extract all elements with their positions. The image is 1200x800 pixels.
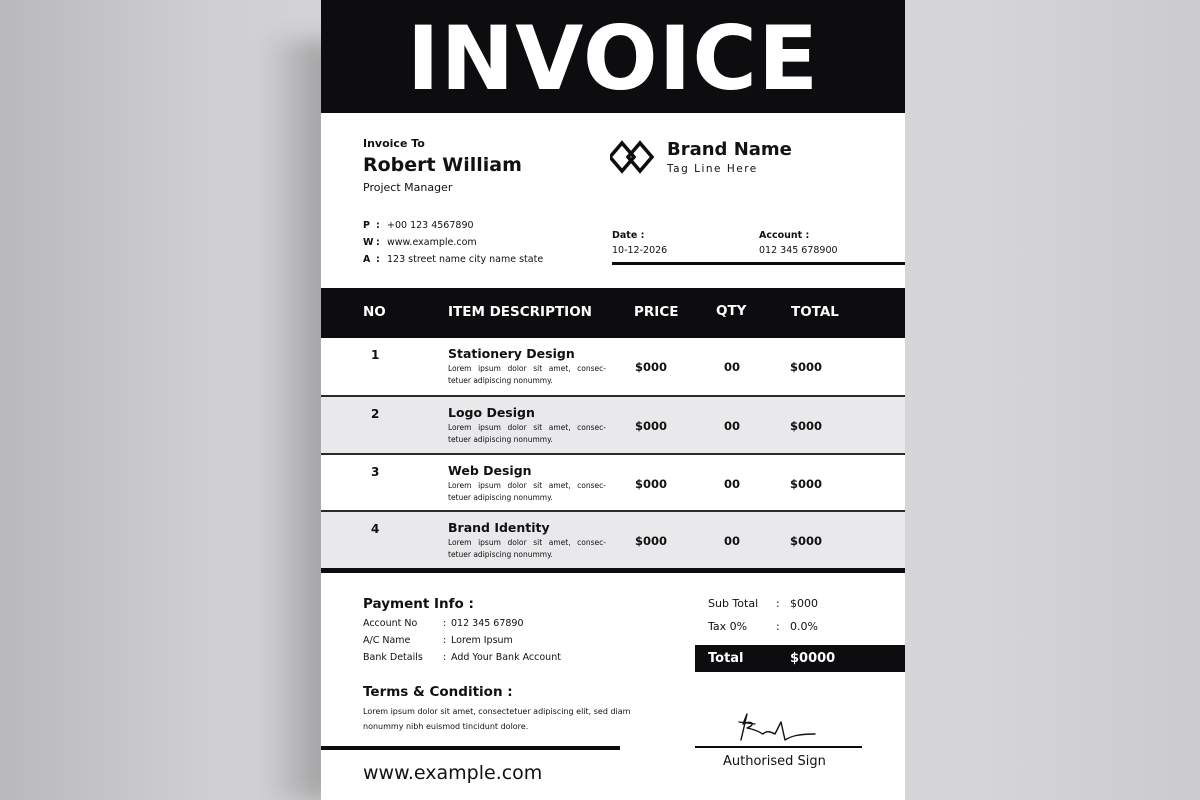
diamond-logo-icon (610, 140, 655, 174)
row-price: $000 (635, 477, 668, 491)
row-total: $000 (790, 477, 823, 491)
row-price: $000 (635, 534, 668, 548)
tax-value: 0.0% (790, 620, 818, 633)
brand-tagline: Tag Line Here (667, 163, 758, 175)
row-desc-cont: tetuer adipiscing nonummy. (448, 435, 553, 444)
grand-total-bar (695, 645, 905, 672)
invoice-header (321, 0, 905, 113)
subtotal-label: Sub Total (708, 597, 759, 610)
row-desc: Lorem ipsum dolor sit amet, consec- (448, 481, 606, 490)
invoice-document: INVOICE Invoice To Robert William Project Manager P : +00 123 4567890 W : www.example.com A : 123 street name city name state Brand Name Tag Line Here Date : 10-12-2026 Account : 012 345 678900 NO ITEM DESCRIPTION PRICE QTY TOTAL 1 Stationery Design Lorem ipsum dolor sit amet, consec- tetuer adipiscing nonummy. $000 00 $000 2 Logo Design Lorem ipsum dolor sit amet, consec- tetuer adipiscing nonummy. $000 00 $000 3 Web Design Lorem ipsum dolor sit amet, consec- tetuer adipiscing nonummy. $000 00 $000 4 Brand Identity Lorem ipsum dolor sit amet, consec- tetuer adipiscing nonummy. $000 00 $000 Payment Info : Account No : 012 345 67890 A/C Name : Lorem Ipsum Bank Details : Add Your Bank Account Terms & Condition : Lorem ipsum dolor sit amet, consectetuer adipiscing elit, sed diam nonummy nibh euismod tincidunt dolore. www.example.com Sub Total : $000 Tax 0% : 0.0% Total $0000 Authorised Sign (321, 0, 905, 800)
total-label: Total (708, 651, 744, 666)
header-no: NO (363, 304, 386, 320)
row-qty: 00 (724, 477, 741, 491)
payment-info-title: Payment Info : (363, 596, 474, 612)
row-title: Logo Design (448, 405, 535, 420)
row-price: $000 (635, 419, 668, 433)
account-value: 012 345 678900 (759, 245, 838, 256)
row-price: $000 (635, 360, 668, 374)
payment-name-value: Lorem Ipsum (451, 635, 513, 646)
terms-title: Terms & Condition : (363, 684, 513, 700)
footer-url: www.example.com (363, 762, 543, 784)
row-qty: 00 (724, 534, 741, 548)
table-row (321, 397, 905, 455)
signature-line (695, 746, 862, 748)
row-title: Stationery Design (448, 346, 575, 361)
row-desc: Lorem ipsum dolor sit amet, consec- (448, 364, 606, 373)
date-label: Date : (612, 230, 645, 241)
contact-website-value: www.example.com (387, 237, 477, 248)
signature-mark (733, 710, 819, 746)
row-no: 4 (371, 522, 380, 536)
terms-text: Lorem ipsum dolor sit amet, consectetuer adipiscing elit, sed diam nonummy nibh euismod tincidunt dolore. (363, 707, 631, 731)
brand-name: Brand Name (667, 139, 792, 160)
payment-name-row: A/C Name : Lorem Ipsum (363, 635, 513, 646)
client-name: Robert William (363, 154, 522, 176)
row-desc: Lorem ipsum dolor sit amet, consec- (448, 538, 606, 547)
meta-divider (612, 262, 905, 265)
row-no: 3 (371, 465, 380, 479)
row-desc-cont: tetuer adipiscing nonummy. (448, 550, 553, 559)
client-role: Project Manager (363, 181, 453, 194)
row-no: 2 (371, 407, 380, 421)
contact-phone: P : +00 123 4567890 (363, 220, 474, 231)
header-description: ITEM DESCRIPTION (448, 304, 592, 320)
row-title: Web Design (448, 463, 532, 478)
signature-label: Authorised Sign (723, 754, 826, 769)
invoice-title: INVOICE (406, 6, 820, 110)
payment-account-value: 012 345 67890 (451, 618, 524, 629)
row-desc-cont: tetuer adipiscing nonummy. (448, 493, 553, 502)
table-row (321, 338, 905, 396)
header-qty: QTY (716, 303, 747, 319)
contact-address: A : 123 street name city name state (363, 254, 544, 265)
subtotal-value: $000 (790, 597, 818, 610)
account-label: Account : (759, 230, 810, 241)
payment-bank-value: Add Your Bank Account (451, 652, 561, 663)
row-desc: Lorem ipsum dolor sit amet, consec- (448, 423, 606, 432)
table-header (321, 288, 905, 338)
total-value: $0000 (790, 651, 836, 666)
row-qty: 00 (724, 419, 741, 433)
table-bottom-rule (321, 568, 905, 573)
date-value: 10-12-2026 (612, 245, 668, 256)
table-row (321, 512, 905, 568)
row-total: $000 (790, 360, 823, 374)
footer-divider (321, 746, 620, 750)
invoice-to-label: Invoice To (363, 137, 425, 150)
row-total: $000 (790, 419, 823, 433)
row-desc-cont: tetuer adipiscing nonummy. (448, 376, 553, 385)
payment-bank-row: Bank Details : Add Your Bank Account (363, 652, 561, 663)
table-row (321, 455, 905, 513)
payment-account-row: Account No : 012 345 67890 (363, 618, 524, 629)
contact-website: W : www.example.com (363, 237, 477, 248)
row-no: 1 (371, 348, 380, 362)
header-total: TOTAL (791, 304, 839, 320)
tax-label: Tax 0% (708, 620, 748, 633)
row-title: Brand Identity (448, 520, 550, 535)
contact-phone-value: +00 123 4567890 (387, 220, 474, 231)
row-qty: 00 (724, 360, 741, 374)
row-total: $000 (790, 534, 823, 548)
header-price: PRICE (634, 304, 679, 320)
contact-address-value: 123 street name city name state (387, 254, 544, 265)
